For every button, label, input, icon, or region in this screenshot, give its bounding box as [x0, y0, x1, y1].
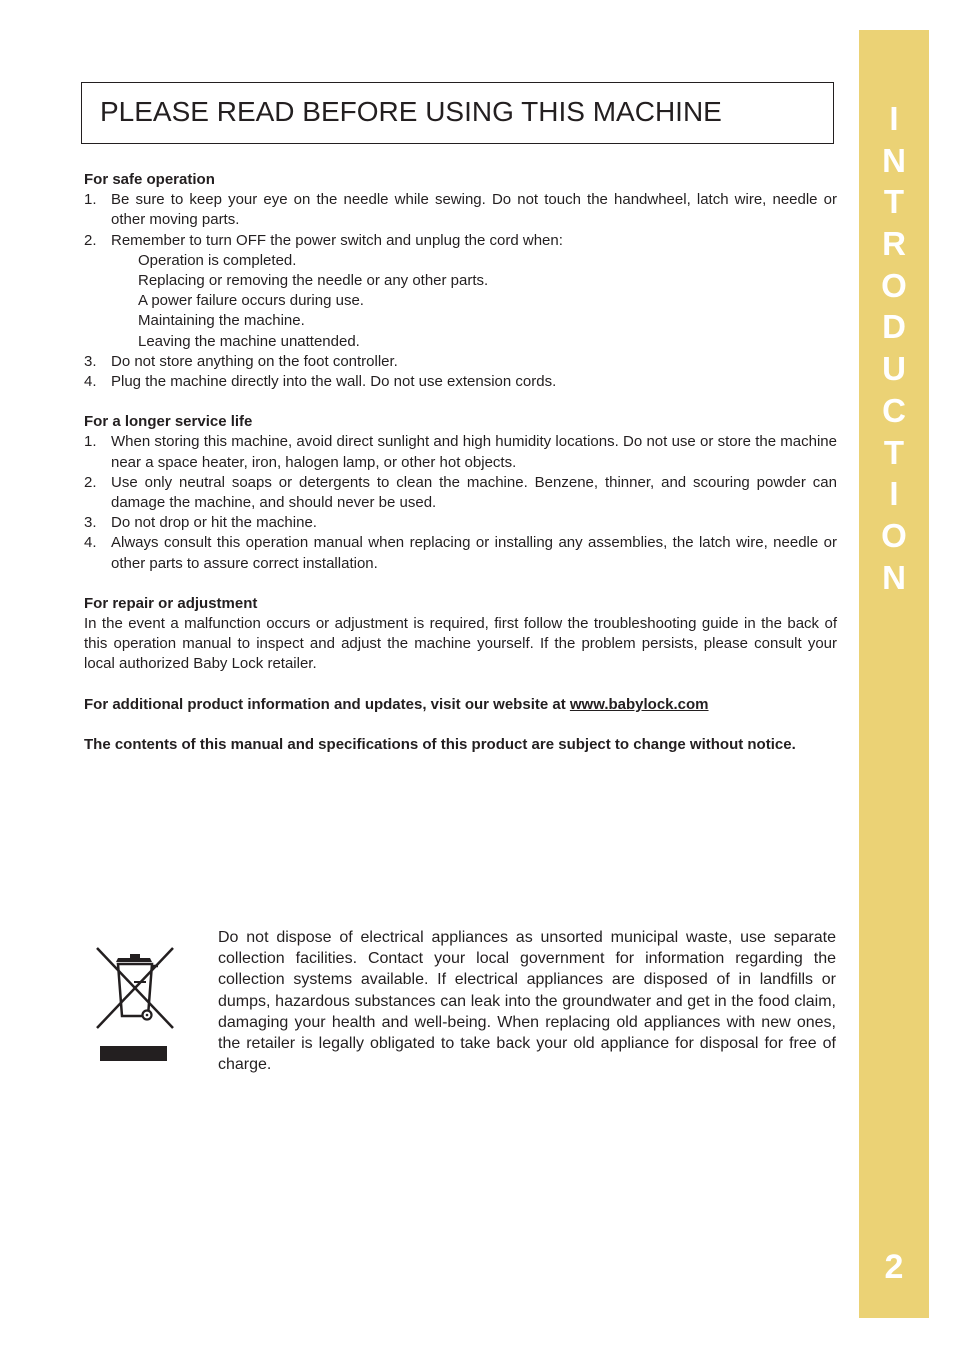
list-item [84, 473, 837, 513]
page-number: 2 [884, 1248, 904, 1286]
list-text: Remember to turn OFF the power switch and unplug the cord when: [111, 231, 563, 249]
tab-letter: C [882, 391, 906, 429]
service-life-heading: For a longer service life [84, 413, 253, 431]
sub-item: Leaving the machine unattended. [138, 332, 360, 350]
sub-item: A power failure occurs during use. [138, 292, 364, 310]
service-life-section [84, 412, 837, 574]
service-life-list [84, 432, 837, 573]
safe-operation-list [84, 190, 837, 392]
sub-item: Operation is completed. [138, 251, 297, 269]
notice-section [84, 735, 837, 755]
list-item [84, 513, 837, 533]
tab-letter: N [882, 141, 906, 179]
list-number: 4. [84, 534, 97, 552]
safe-operation-heading: For safe operation [84, 171, 215, 188]
disposal-text: Do not dispose of electrical appliances as unsorted municipal waste, use separate collection facilities. Contact your local government for information regarding the collection systems available. If electrical appliances are disposed of in landfills or dumps, hazardous substances can leak into the groundwater and get in the food claim, damaging your health and well-being. When replacing old appliances with new ones, the retailer is legally obligated to take back your old appliance for disposal for free of charge. [218, 929, 836, 1074]
notice-text: The contents of this manual and specifications of this product are subject to change without notice. [84, 735, 796, 753]
list-number: 2. [84, 231, 97, 249]
list-number: 4. [84, 373, 97, 391]
list-item [84, 533, 837, 573]
list-item [84, 190, 837, 230]
tab-letter: U [882, 350, 906, 388]
website-link[interactable]: www.babylock.com [569, 695, 709, 713]
safe-operation-section [84, 170, 837, 392]
list-item [84, 372, 837, 392]
crossed-out-wheelie-bin-icon [94, 942, 176, 1064]
list-text: Do not store anything on the foot controller. [111, 352, 398, 370]
list-text: Always consult this operation manual when replacing or installing any assemblies, the latch wire, needle or other parts to assure correct installation. [111, 534, 837, 572]
info-paragraph [84, 695, 837, 715]
list-number: 3. [84, 514, 97, 532]
list-item [84, 231, 837, 352]
list-item [84, 352, 837, 372]
side-tab [859, 30, 929, 1318]
section-label-introduction [859, 98, 929, 598]
tab-letter: I [889, 100, 899, 137]
tab-letter: T [883, 433, 905, 471]
list-item [84, 432, 837, 472]
tab-letter: D [882, 308, 906, 346]
title-box [81, 82, 834, 144]
list-text: Be sure to keep your eye on the needle while sewing. Do not touch the handwheel, latch wire, needle or other moving parts. [111, 191, 837, 229]
repair-heading: For repair or adjustment [84, 594, 258, 612]
list-text: Use only neutral soaps or detergents to clean the machine. Benzene, thinner, and scouring powder can damage the machine, and should never be used. [111, 473, 837, 512]
list-text: Do not drop or hit the machine. [111, 514, 317, 532]
tab-letter: O [881, 266, 907, 304]
list-text: When storing this machine, avoid direct sunlight and high humidity locations. Do not use or store the machine near a space heater, iron, halogen lamp, or other hot objects. [111, 433, 837, 471]
list-number: 1. [84, 433, 97, 451]
tab-letter: I [889, 475, 899, 513]
tab-letter: T [883, 183, 905, 221]
list-number: 2. [84, 473, 97, 491]
main-content [84, 170, 837, 775]
info-text: For additional product information and updates, visit our website at [84, 695, 570, 713]
repair-section [84, 594, 837, 675]
repair-text: In the event a malfunction occurs or adjustment is required, first follow the troubleshooting guide in the back of this operation manual to inspect and adjust the machine yourself. If the problem persists, please consult your local authorized Baby Lock retailer. [84, 615, 837, 673]
tab-letter: O [881, 516, 907, 554]
list-number: 1. [84, 191, 97, 209]
page-title: PLEASE READ BEFORE USING THIS MACHINE [100, 96, 722, 127]
tab-letter: R [882, 225, 906, 263]
sub-item: Replacing or removing the needle or any other parts. [138, 272, 489, 290]
list-number: 3. [84, 352, 97, 370]
info-section [84, 695, 837, 715]
tab-letter: N [882, 558, 906, 596]
list-text: Plug the machine directly into the wall. Do not use extension cords. [111, 373, 557, 391]
sub-item: Maintaining the machine. [138, 312, 305, 330]
